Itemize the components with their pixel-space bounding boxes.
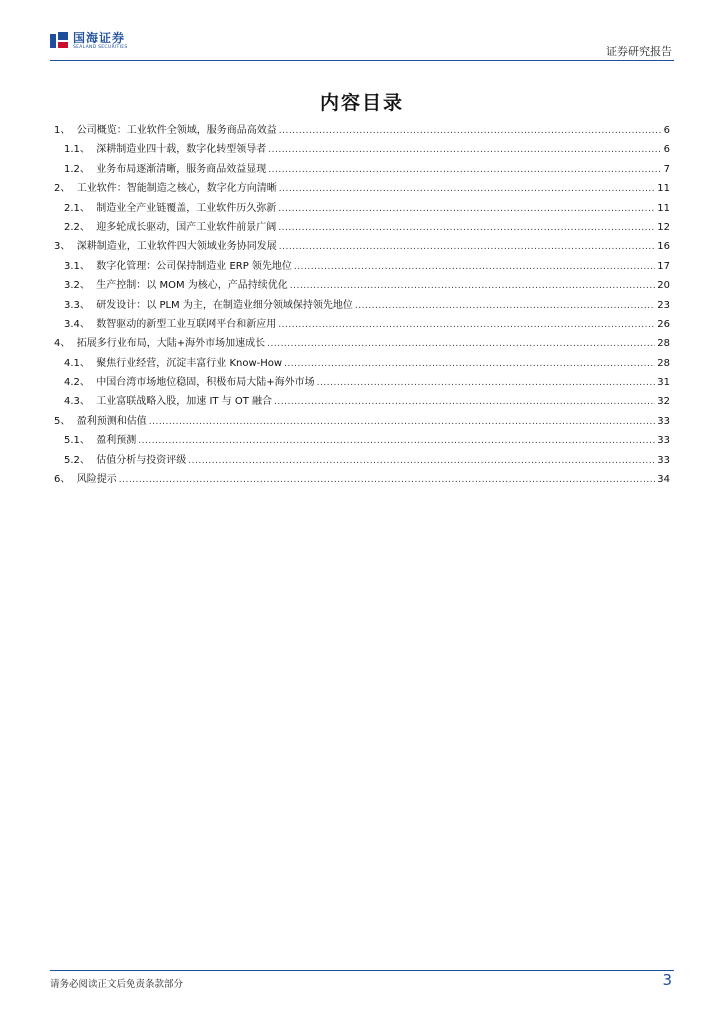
toc-entry[interactable] bbox=[54, 354, 670, 373]
toc-leader-dots bbox=[119, 471, 656, 490]
toc-leader-dots bbox=[279, 180, 656, 199]
report-type-label: 证券研究报告 bbox=[606, 45, 672, 58]
toc-entry-page: 11 bbox=[657, 183, 670, 195]
toc-entry-title: 估值分析与投资评级 bbox=[96, 454, 187, 466]
toc-entry-page: 6 bbox=[663, 144, 670, 156]
toc-entry[interactable] bbox=[54, 412, 670, 431]
toc-entry-page: 11 bbox=[657, 202, 670, 214]
toc-entry-page: 28 bbox=[657, 338, 670, 350]
toc-entry-page: 34 bbox=[657, 474, 670, 486]
toc-entry-number: 2.1、 bbox=[64, 202, 90, 214]
toc-entry[interactable] bbox=[54, 199, 670, 218]
toc-leader-dots bbox=[138, 432, 655, 451]
toc-entry-number: 1.1、 bbox=[64, 144, 90, 156]
toc-entry[interactable] bbox=[54, 160, 670, 179]
toc-entry[interactable] bbox=[54, 296, 670, 315]
toc-entry[interactable] bbox=[54, 140, 670, 159]
toc-entry-title: 拓展多行业布局，大陆+海外市场加速成长 bbox=[76, 338, 266, 350]
toc-entry[interactable] bbox=[54, 218, 670, 237]
toc-entry-title: 公司概览：工业软件全领域，服务商品高效益 bbox=[76, 125, 277, 136]
toc-entry-number: 3.2、 bbox=[64, 280, 90, 292]
company-logo bbox=[50, 32, 128, 51]
toc-entry-page: 33 bbox=[657, 435, 670, 447]
logo-name-en: SEALAND SECURITIES bbox=[73, 45, 128, 50]
toc-entry-title: 工业富联战略入股，加速 IT 与 OT 融合 bbox=[96, 396, 273, 408]
toc-entry-page: 32 bbox=[657, 396, 670, 408]
toc-entry-number: 4、 bbox=[54, 338, 71, 350]
page-number: 3 bbox=[662, 971, 672, 989]
toc-entry-title: 中国台湾市场地位稳固，积极布局大陆+海外市场 bbox=[96, 377, 315, 389]
toc-entry-number: 2.2、 bbox=[64, 221, 90, 233]
toc-entry-title: 风险提示 bbox=[76, 474, 117, 486]
toc-entry[interactable] bbox=[54, 373, 670, 392]
toc-entry-title: 聚焦行业经营，沉淀丰富行业 Know-How bbox=[96, 357, 283, 369]
toc-entry[interactable] bbox=[54, 121, 670, 140]
toc-leader-dots bbox=[294, 258, 655, 277]
toc-entry-number: 4.2、 bbox=[64, 377, 90, 389]
toc-entry-title: 生产控制：以 MOM 为核心，产品持续优化 bbox=[96, 280, 288, 292]
toc-entry-page: 6 bbox=[663, 125, 670, 136]
toc-entry[interactable] bbox=[54, 431, 670, 450]
toc-entry[interactable] bbox=[54, 470, 670, 489]
toc-entry-page: 23 bbox=[657, 299, 670, 311]
toc-entry-page: 33 bbox=[657, 454, 670, 466]
toc-entry-title: 深耕制造业，工业软件四大领域业务协同发展 bbox=[76, 241, 277, 253]
toc-entry-title: 盈利预测 bbox=[96, 435, 137, 447]
toc-entry-page: 7 bbox=[663, 163, 670, 175]
toc-leader-dots bbox=[188, 452, 655, 471]
toc-entry[interactable] bbox=[54, 334, 670, 353]
toc-leader-dots bbox=[268, 161, 661, 180]
toc-entry-title: 数字化管理：公司保持制造业 ERP 领先地位 bbox=[96, 260, 292, 272]
toc-leader-dots bbox=[278, 200, 655, 219]
page-header bbox=[50, 30, 674, 60]
toc-entry-title: 制造业全产业链覆盖，工业软件历久弥新 bbox=[96, 202, 277, 214]
toc-entry-title: 深耕制造业四十载，数字化转型领导者 bbox=[96, 144, 267, 156]
toc-leader-dots bbox=[274, 393, 655, 412]
toc-entry-page: 33 bbox=[657, 415, 670, 427]
toc-entry[interactable] bbox=[54, 451, 670, 470]
logo-mark-icon bbox=[50, 32, 70, 50]
toc-entry-number: 3.4、 bbox=[64, 318, 90, 330]
toc-entry-number: 3.3、 bbox=[64, 299, 90, 311]
toc-entry-page: 28 bbox=[657, 357, 670, 369]
toc-leader-dots bbox=[284, 355, 655, 374]
toc-leader-dots bbox=[355, 297, 655, 316]
toc-entry[interactable] bbox=[54, 276, 670, 295]
toc-leader-dots bbox=[279, 238, 656, 257]
footer-disclaimer: 请务必阅读正文后免责条款部分 bbox=[50, 979, 184, 990]
toc-entry[interactable] bbox=[54, 315, 670, 334]
toc-leader-dots bbox=[279, 122, 662, 141]
toc-entry-number: 3.1、 bbox=[64, 260, 90, 272]
toc-title: 内容目录 bbox=[319, 92, 404, 114]
toc-leader-dots bbox=[278, 316, 655, 335]
toc-leader-dots bbox=[267, 335, 655, 354]
toc-entry-title: 迎多轮成长驱动，国产工业软件前景广阔 bbox=[96, 221, 277, 233]
toc-entry-number: 2、 bbox=[54, 183, 71, 195]
toc-entry-number: 5.1、 bbox=[64, 435, 90, 447]
table-of-contents bbox=[54, 121, 670, 489]
toc-entry-number: 1、 bbox=[54, 125, 71, 136]
toc-entry[interactable] bbox=[54, 392, 670, 411]
toc-entry-number: 1.2、 bbox=[64, 163, 90, 175]
toc-entry-title: 数智驱动的新型工业互联网平台和新应用 bbox=[96, 318, 277, 330]
toc-entry-number: 3、 bbox=[54, 241, 71, 253]
toc-entry-page: 17 bbox=[657, 260, 670, 272]
toc-entry-number: 4.1、 bbox=[64, 357, 90, 369]
toc-entry-title: 工业软件：智能制造之核心，数字化方向清晰 bbox=[76, 183, 277, 195]
toc-entry-page: 16 bbox=[657, 241, 670, 253]
toc-entry-page: 31 bbox=[657, 377, 670, 389]
toc-entry-title: 业务布局逐渐清晰，服务商品效益显现 bbox=[96, 163, 267, 175]
toc-leader-dots bbox=[268, 141, 661, 160]
toc-leader-dots bbox=[149, 413, 656, 432]
toc-entry[interactable] bbox=[54, 237, 670, 256]
toc-entry-number: 4.3、 bbox=[64, 396, 90, 408]
toc-entry[interactable] bbox=[54, 257, 670, 276]
toc-entry-number: 5、 bbox=[54, 415, 71, 427]
toc-entry-title: 盈利预测和估值 bbox=[76, 415, 147, 427]
toc-entry-title: 研发设计：以 PLM 为主，在制造业细分领域保持领先地位 bbox=[96, 299, 353, 311]
header-divider bbox=[50, 60, 674, 61]
toc-entry-page: 12 bbox=[657, 221, 670, 233]
toc-entry-page: 26 bbox=[657, 318, 670, 330]
toc-entry-number: 5.2、 bbox=[64, 454, 90, 466]
toc-leader-dots bbox=[290, 277, 656, 296]
toc-entry[interactable] bbox=[54, 179, 670, 198]
toc-entry-page: 20 bbox=[657, 280, 670, 292]
toc-leader-dots bbox=[317, 374, 656, 393]
toc-entry-number: 6、 bbox=[54, 474, 71, 486]
footer-divider bbox=[50, 970, 674, 971]
logo-name-cn: 国海证券 bbox=[73, 31, 126, 45]
toc-leader-dots bbox=[278, 219, 655, 238]
